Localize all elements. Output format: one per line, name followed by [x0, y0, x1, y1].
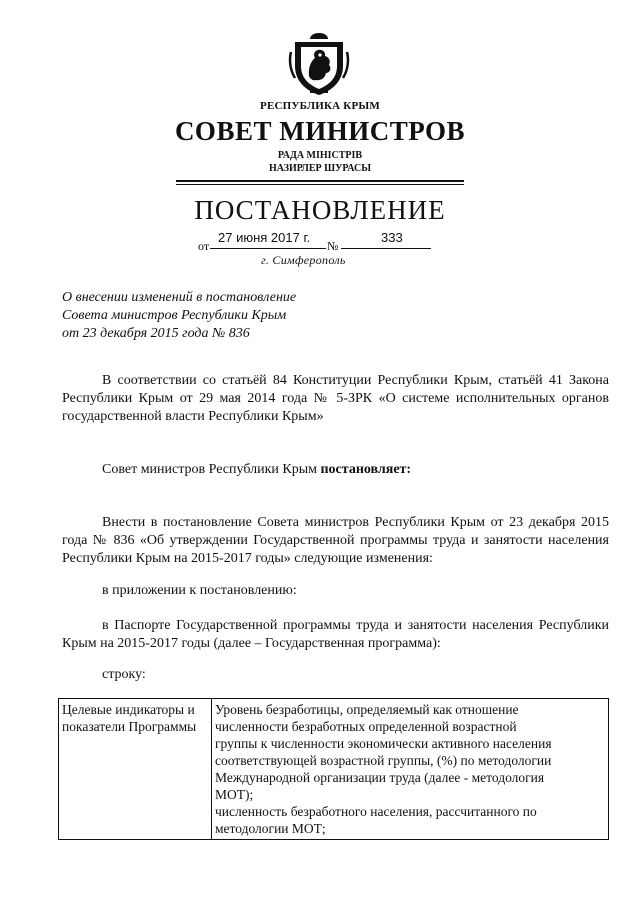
city-name: г. Симферополь — [261, 253, 346, 267]
table-line: МОТ); — [215, 787, 254, 802]
annex-paragraph: в приложении к постановлению: — [102, 583, 297, 598]
table-line: Международной организации труда (далее - методология — [215, 770, 545, 785]
table-line: соответствующей возрастной группы, (%) по методологии — [215, 753, 552, 768]
subject-line: от 23 декабря 2015 года № 836 — [62, 326, 250, 341]
date-underline — [210, 248, 326, 249]
decree-date: 27 июня 2017 г. — [218, 230, 311, 245]
header-divider-thick — [176, 180, 464, 182]
council-title: СОВЕТ МИНИСТРОВ — [174, 116, 466, 146]
indicators-table — [58, 698, 609, 840]
preamble-paragraph: В соответствии со статьёй 84 Конституции Республики Крым, статьёй 41 Закона Республики Крым от 29 мая 2014 года № 5-ЗРК «О системе исполнительных органов государственной власти Республики Крым» — [62, 373, 609, 424]
subject-line: О внесении изменений в постановление — [62, 290, 297, 305]
header-divider-thin — [176, 184, 464, 185]
council-title-ukrainian: РАДА МІНІСТРІВ — [277, 150, 363, 161]
decree-title: ПОСТАНОВЛЕНИЕ — [194, 195, 446, 225]
table-line: численности безработных определенной возрастной — [215, 719, 517, 734]
table-line: группы к численности экономически активного населения — [215, 736, 552, 751]
date-prefix: от — [198, 239, 210, 253]
number-underline — [341, 248, 431, 249]
table-line: методологии МОТ; — [215, 821, 326, 836]
table-cell-content — [212, 699, 609, 840]
resolution-keyword: постановляет: — [320, 462, 412, 477]
decree-subject — [62, 289, 382, 343]
decree-number: 333 — [381, 230, 403, 245]
amendment-paragraph: Внести в постановление Совета министров Республики Крым от 23 декабря 2015 года № 836 «Об утверждении Государственной программы труда и занятости населения Республики Крым на 2015-2017 годы» следующие изменения: — [62, 515, 609, 566]
crimea-coat-of-arms-icon — [285, 30, 353, 98]
table-line: Уровень безработицы, определяемый как отношение — [215, 702, 519, 717]
resolution-paragraph — [62, 461, 609, 479]
table-cell-label: Целевые индикаторы и показатели Программы — [59, 699, 212, 840]
table-line: численность безработного населения, рассчитанного по — [215, 804, 537, 819]
republic-title: РЕСПУБЛИКА КРЫМ — [260, 100, 380, 112]
table-row — [59, 699, 609, 840]
council-title-crimean-tatar: НАЗИРЛЕР ШУРАСЫ — [268, 163, 372, 174]
row-paragraph: строку: — [102, 667, 146, 682]
subject-line: Совета министров Республики Крым — [62, 308, 287, 323]
number-sign: № — [327, 239, 339, 253]
resolution-lead: Совет министров Республики Крым — [102, 462, 321, 477]
passport-paragraph: в Паспорте Государственной программы труда и занятости населения Республики Крым на 2015-2017 годы (далее – Государственная программа): — [62, 618, 609, 651]
